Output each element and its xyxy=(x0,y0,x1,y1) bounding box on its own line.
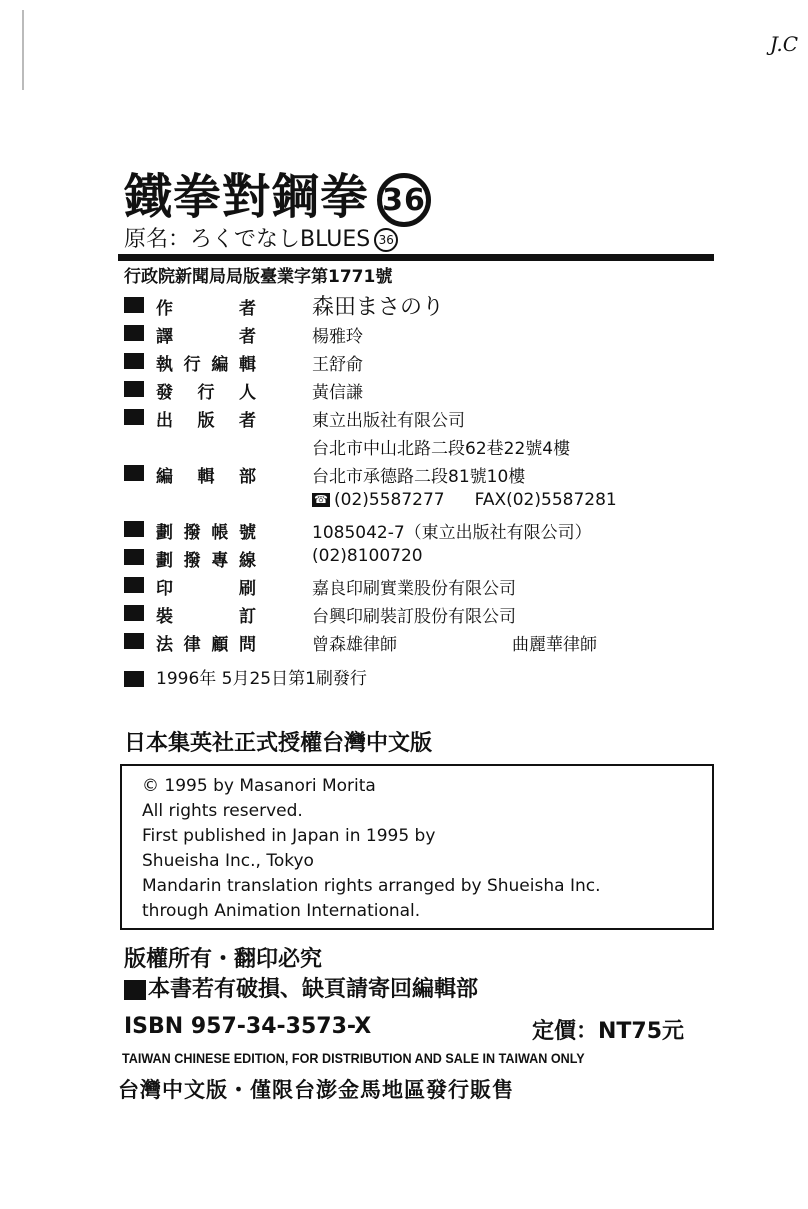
bullet-square xyxy=(124,980,146,1000)
credit-row xyxy=(124,460,724,488)
label-char: 號 xyxy=(238,523,256,543)
credit-row xyxy=(124,544,724,572)
bullet-square xyxy=(124,409,144,425)
credit-row xyxy=(124,292,724,320)
book-title xyxy=(124,158,431,227)
volume-badge: 36 xyxy=(377,173,431,227)
credit-value-secondary: 曲麗華律師 xyxy=(512,635,597,655)
credit-row xyxy=(124,376,724,404)
credit-value: 楊雅玲 xyxy=(312,327,363,347)
credit-row xyxy=(124,600,724,628)
label-char: 帳 xyxy=(211,523,229,543)
copyright-line: Shueisha Inc., Tokyo xyxy=(142,851,314,871)
fax-number: FAX(02)5587281 xyxy=(474,490,617,510)
label-char: 訂 xyxy=(239,607,256,627)
scan-edge-mark xyxy=(22,10,24,90)
copyright-line: All rights reserved. xyxy=(142,801,303,821)
bullet-square xyxy=(124,465,144,481)
original-title xyxy=(124,222,398,253)
credit-label xyxy=(156,350,256,375)
label-char: 發 xyxy=(156,383,173,403)
label-char: 者 xyxy=(239,411,256,431)
label-char: 輯 xyxy=(197,467,215,487)
copyright-line: First published in Japan in 1995 by xyxy=(142,826,436,846)
bullet-square xyxy=(124,605,144,621)
label-char: 出 xyxy=(156,411,173,431)
credit-row xyxy=(124,432,724,460)
label-char: 刷 xyxy=(239,579,256,599)
bullet-square xyxy=(124,671,144,687)
bullet-square xyxy=(124,633,144,649)
phone-number: (02)5587277 xyxy=(334,490,445,510)
original-volume-badge: 36 xyxy=(374,228,398,252)
damaged-notice xyxy=(124,972,478,1003)
credit-label xyxy=(156,518,256,543)
distribution-chinese: 台灣中文版・僅限台澎金馬地區發行販售 xyxy=(118,1078,514,1102)
credit-row xyxy=(124,628,724,656)
credit-row xyxy=(124,516,724,544)
label-char: 劃 xyxy=(156,551,173,571)
corner-mark: J.C xyxy=(769,32,798,56)
credit-label xyxy=(156,322,256,347)
original-title-text: 原名：ろくでなしBLUES xyxy=(124,227,371,252)
label-char: 顧 xyxy=(211,635,229,655)
label-char: 編 xyxy=(156,467,173,487)
credit-value: 台興印刷裝訂股份有限公司 xyxy=(312,607,516,627)
phone-icon: ☎ xyxy=(312,493,330,507)
bullet-square xyxy=(124,381,144,397)
credit-value: 王舒俞 xyxy=(312,355,363,375)
credit-label xyxy=(156,294,256,319)
credit-value: 森田まさのり xyxy=(312,295,445,320)
authorization-line: 日本集英社正式授權台灣中文版 xyxy=(124,731,433,756)
first-print-line xyxy=(124,664,367,689)
label-char: 譯 xyxy=(156,327,173,347)
credit-value: 曾森雄律師 xyxy=(312,635,397,655)
bullet-square xyxy=(124,353,144,369)
label-char: 撥 xyxy=(183,551,201,571)
copyright-line: through Animation International. xyxy=(142,901,421,921)
label-char: 法 xyxy=(156,635,173,655)
label-char: 線 xyxy=(238,551,256,571)
credit-value: (02)8100720 xyxy=(312,546,423,566)
label-char: 行 xyxy=(183,355,201,375)
copyright-line: Mandarin translation rights arranged by Shueisha Inc. xyxy=(142,876,601,896)
credit-label xyxy=(156,406,256,431)
label-char: 版 xyxy=(197,411,215,431)
title-text: 鐵拳對鋼拳 xyxy=(124,169,370,225)
credit-row xyxy=(124,572,724,600)
credit-label xyxy=(156,630,256,655)
title-divider xyxy=(118,254,714,261)
label-char: 輯 xyxy=(238,355,256,375)
label-char: 部 xyxy=(239,467,256,487)
damaged-notice-text: 本書若有破損、缺頁請寄回編輯部 xyxy=(148,977,479,1002)
credit-label xyxy=(156,602,256,627)
credit-row xyxy=(124,404,724,432)
label-char: 裝 xyxy=(156,607,173,627)
label-char: 專 xyxy=(211,551,229,571)
rights-reserved: 版權所有・翻印必究 xyxy=(124,947,323,972)
bullet-square xyxy=(124,325,144,341)
copyright-box xyxy=(120,764,714,930)
credit-value: 嘉良印刷實業股份有限公司 xyxy=(312,579,516,599)
credit-value: 1085042-7（東立出版社有限公司） xyxy=(312,523,592,543)
credit-label xyxy=(156,462,256,487)
price: 定價：NT75元 xyxy=(532,1019,685,1044)
isbn: ISBN 957-34-3573-X xyxy=(124,1014,372,1039)
distribution-english: TAIWAN CHINESE EDITION, FOR DISTRIBUTION AND SALE IN TAIWAN ONLY xyxy=(122,1050,585,1066)
label-char: 編 xyxy=(211,355,229,375)
credit-label xyxy=(156,546,256,571)
label-char: 執 xyxy=(156,355,173,375)
credit-value: 黃信謙 xyxy=(312,383,363,403)
label-char: 印 xyxy=(156,579,173,599)
label-char: 劃 xyxy=(156,523,173,543)
bullet-square xyxy=(124,521,144,537)
credit-row xyxy=(124,488,724,516)
credit-value: 台北市中山北路二段62巷22號4樓 xyxy=(312,439,571,459)
credit-label xyxy=(156,574,256,599)
bullet-square xyxy=(124,577,144,593)
license-number: 行政院新聞局局版臺業字第1771號 xyxy=(124,267,393,287)
copyright-line: © 1995 by Masanori Morita xyxy=(142,776,376,796)
credit-value: 東立出版社有限公司 xyxy=(312,411,465,431)
label-char: 人 xyxy=(239,383,256,403)
credit-value xyxy=(312,490,617,510)
label-char: 撥 xyxy=(183,523,201,543)
label-char: 作 xyxy=(156,299,173,319)
label-char: 律 xyxy=(183,635,201,655)
label-char: 問 xyxy=(238,635,256,655)
label-char: 者 xyxy=(239,299,256,319)
label-char: 行 xyxy=(197,383,215,403)
bullet-square xyxy=(124,549,144,565)
credit-value: 台北市承德路二段81號10樓 xyxy=(312,467,526,487)
label-char: 者 xyxy=(239,327,256,347)
credit-row xyxy=(124,320,724,348)
credit-row xyxy=(124,348,724,376)
credit-label xyxy=(156,378,256,403)
first-print-text: 1996年 5月25日第1刷發行 xyxy=(156,669,367,689)
credits-list xyxy=(124,292,724,656)
bullet-square xyxy=(124,297,144,313)
